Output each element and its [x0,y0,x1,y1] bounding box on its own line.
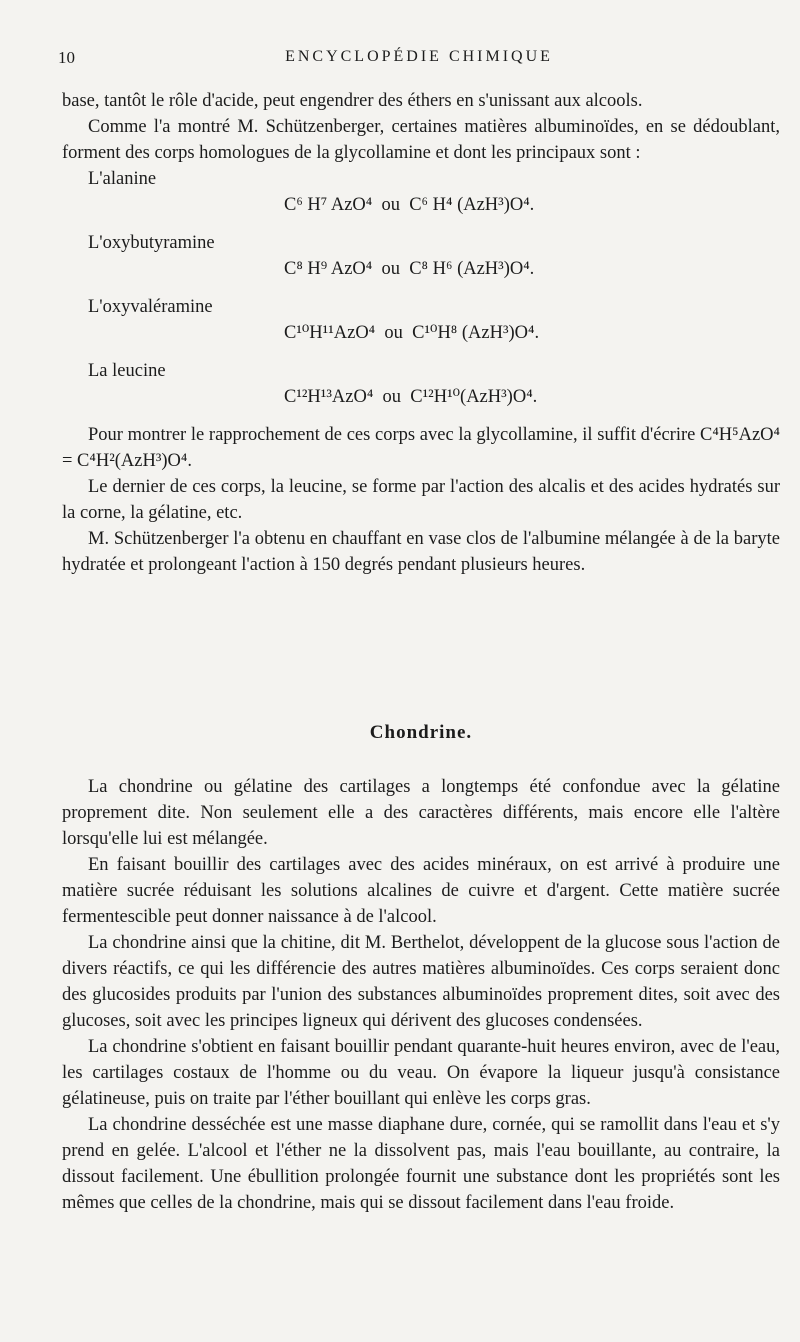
compound-name: L'alanine [88,169,157,189]
page-header [58,48,780,74]
compound-formula [62,320,780,346]
formula-conj: ou [381,195,400,215]
formula-conj: ou [384,323,403,343]
paragraph: La chondrine desséchée est une masse diaphane dure, cornée, qui se ramollit dans l'eau et s'y prend en gelée. L'alcool et l'éther ne la dissolvent pas, mais l'eau bouillante, au contraire, la dissout facilement. Une ébullition prolongée fournit une substance dont les propriétés sont les mêmes que celles de la chondrine, mais qui se dissout facilement dans l'eau froide. [62,1115,780,1213]
compound-item [62,358,780,410]
formula-conj: ou [382,387,402,407]
formula-a: C¹²H¹³AzO⁴ [284,387,374,407]
compound-formula [62,384,780,410]
compound-name: La leucine [88,361,166,381]
paragraph: La chondrine s'obtient en faisant bouillir pendant quarante-huit heures environ, avec de l'eau, les cartilages costaux de l'homme ou du veau. On évapore la liqueur jusqu'à consistance gélatineuse, puis on traite par l'éther bouillant qui enlève les corps gras. [62,1037,780,1109]
paragraph: La chondrine ou gélatine des cartilages a longtemps été confondue avec la gélatine proprement dite. Non seulement elle a des caractères différents, mais encore elle l'altère lorsqu'elle lui est mélangée. [62,777,780,849]
paragraph: Pour montrer le rapprochement de ces corps avec la glycollamine, il suffit d'écrire C⁴H⁵AzO⁴ = C⁴H²(AzH³)O⁴. [62,425,780,471]
formula-b: C¹⁰H⁸ (AzH³)O⁴. [412,323,540,343]
compound-name: L'oxyvaléramine [88,297,213,317]
paragraph: M. Schützenberger l'a obtenu en chauffant en vase clos de l'albumine mélangée à de la baryte hydratée et prolongeant l'action à 150 degrés pendant plusieurs heures. [62,529,780,575]
formula-conj: ou [381,259,400,279]
compound-item [62,230,780,282]
compound-list [62,166,780,410]
compound-name: L'oxybutyramine [88,233,215,253]
paragraph: base, tantôt le rôle d'acide, peut engendrer des éthers en s'unissant aux alcools. [62,91,643,111]
section-heading: Chondrine. [369,722,473,743]
compound-formula [62,192,780,218]
running-head: ENCYCLOPÉDIE CHIMIQUE [285,48,553,65]
formula-a: C⁶ H⁷ AzO⁴ [284,195,373,215]
compound-item [62,166,780,218]
paragraph: La chondrine ainsi que la chitine, dit M. Berthelot, développent de la glucose sous l'action de divers réactifs, ce qui les différencie des autres matières albuminoïdes. Ces corps seraient donc des glucosides produits par l'union des substances albuminoïdes proprement dites, soit avec des glucoses, soit avec les principes ligneux qui dérivent des glucoses condensées. [62,933,780,1031]
paragraph: Le dernier de ces corps, la leucine, se forme par l'action des alcalis et des acides hydratés sur la corne, la gélatine, etc. [62,477,780,523]
formula-a: C¹⁰H¹¹AzO⁴ [284,323,376,343]
compound-item [62,294,780,346]
paragraph: Comme l'a montré M. Schützenberger, certaines matières albuminoïdes, en se dédoublant, forment des corps homologues de la glycollamine et dont les principaux sont : [62,117,780,163]
formula-b: C⁸ H⁶ (AzH³)O⁴. [409,259,535,279]
paragraph: En faisant bouillir des cartilages avec des acides minéraux, on est arrivé à produire une matière sucrée réduisant les solutions alcalines de cuivre et d'argent. Cette matière sucrée fermentescible peut donner naissance à de l'alcool. [62,855,780,927]
formula-b: C⁶ H⁴ (AzH³)O⁴. [409,195,535,215]
formula-b: C¹²H¹⁰(AzH³)O⁴. [410,387,538,407]
page-number: 10 [58,48,75,67]
section-chondrine [62,720,780,1216]
compound-formula [62,256,780,282]
section-albuminoids [62,88,780,578]
formula-a: C⁸ H⁹ AzO⁴ [284,259,373,279]
